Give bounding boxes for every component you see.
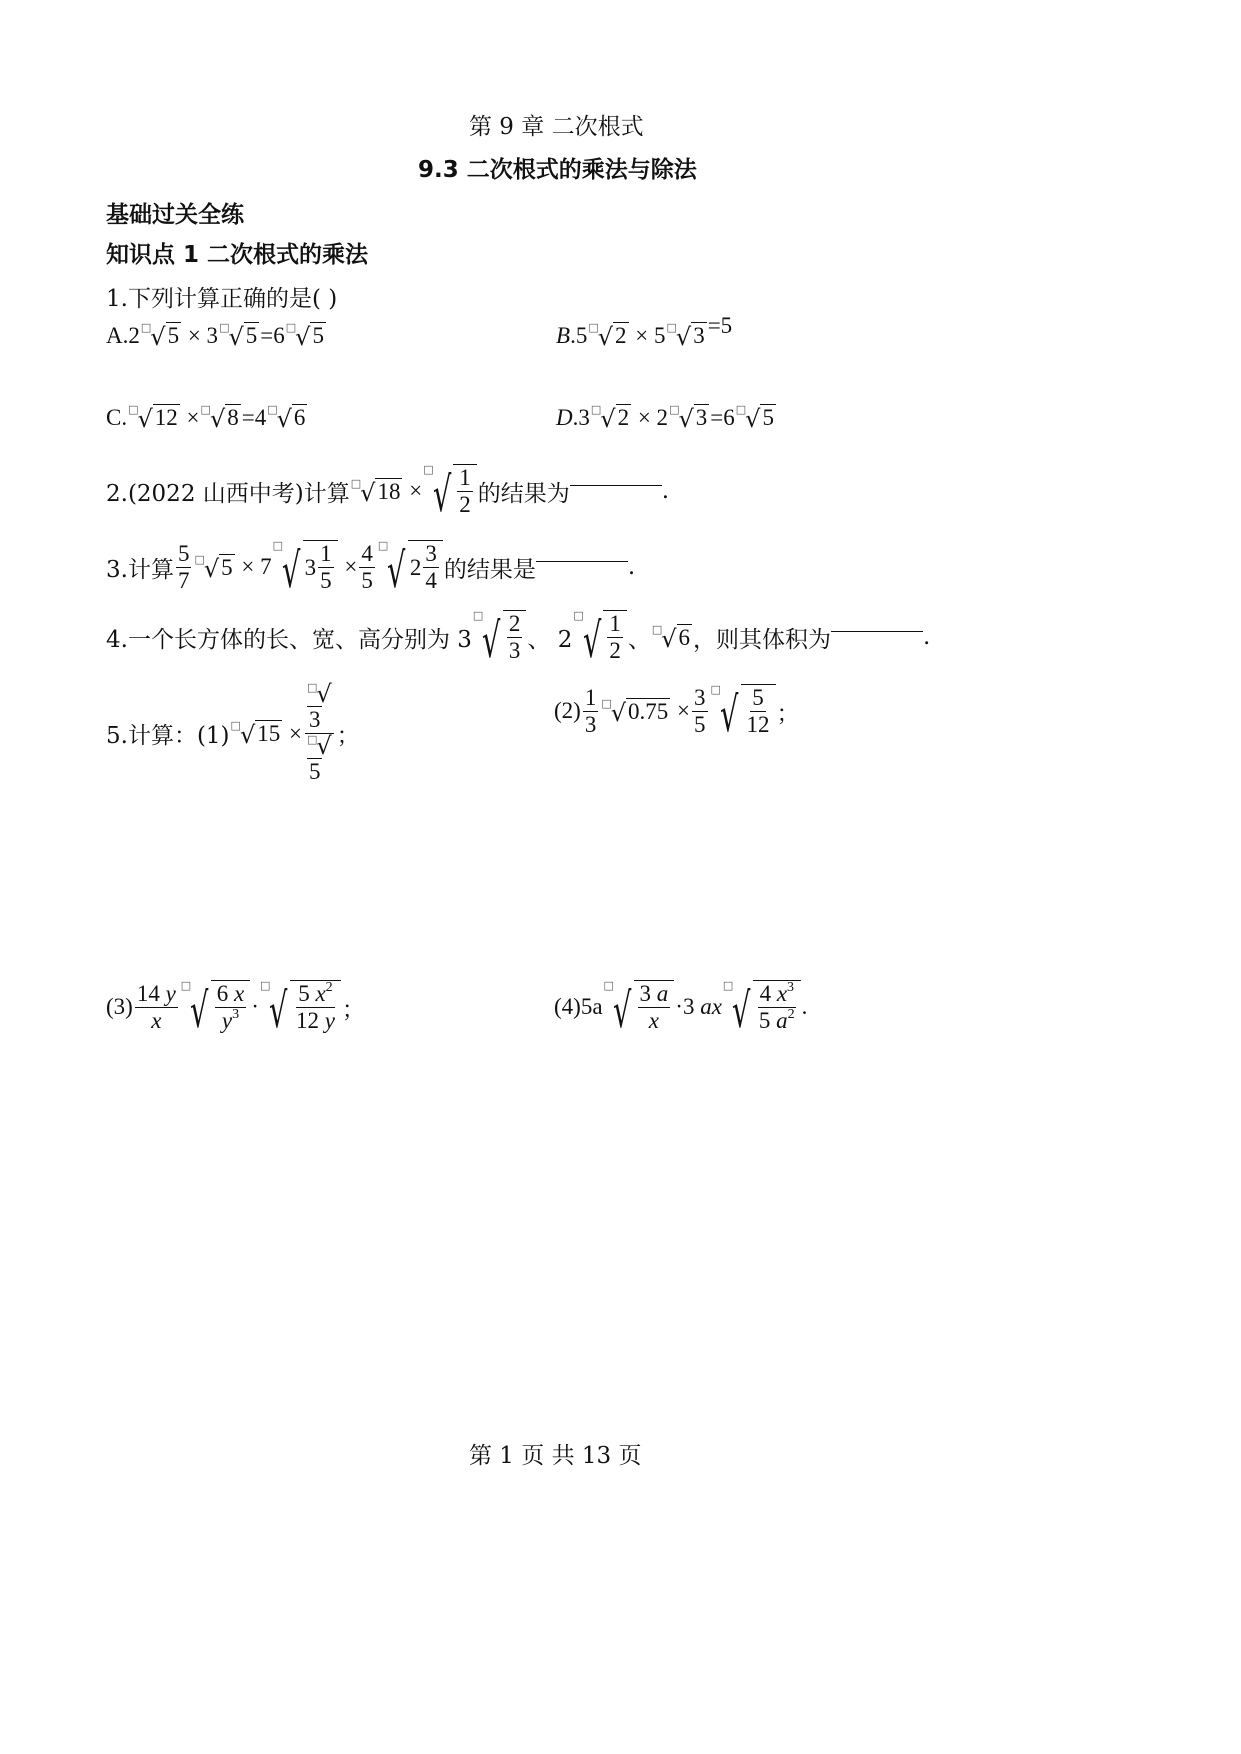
radical: □ √ 5: [219, 321, 258, 351]
period: .: [801, 994, 808, 1020]
question-5-prefix: 5.计算：(1): [106, 723, 230, 750]
semicolon: ；: [776, 700, 800, 727]
option-a-label: A.2: [106, 322, 140, 348]
radical: □ √ 5: [194, 552, 233, 583]
question-3-prefix: 3.计算: [106, 556, 174, 583]
radical: □ √ $\frac{5 x^2}{12 y}$: [260, 980, 341, 1035]
question-5-part-3: (3) $\frac{14 y}{x}$ □ √ $\frac{6 x}{y^3}$ · □ √ $\frac{5 x^2}{12 y}$ ；: [106, 979, 365, 1039]
radical: □ √ 15: [230, 719, 281, 750]
radical: □ √ 18: [350, 476, 401, 507]
option-b: B .5 □ √ 2 × 5 □ √ 3 =5: [556, 312, 733, 351]
question-2: 2.(2022 山西中考)计算 □ √ 18 × □ √ $\frac{1}{2}$ 的结果为 .: [106, 463, 669, 523]
answer-blank[interactable]: [831, 631, 923, 632]
question-3-suffix: 的结果是: [443, 556, 536, 583]
radical: □ √ 5: [735, 403, 774, 433]
question-2-suffix: 的结果为: [477, 480, 570, 507]
radical: □ √ 6: [651, 622, 691, 653]
radical: □ √ 3: [666, 321, 705, 351]
chapter-title: 第 9 章 二次根式: [469, 114, 644, 140]
section-title: 9.3 二次根式的乘法与除法: [418, 157, 697, 183]
option-d: D .3 □ √ 2 × 2 □ √ 3 =6 □ √ 5: [556, 403, 774, 433]
semicolon: ；: [336, 723, 360, 750]
question-2-prefix: 2.(2022 山西中考)计算: [106, 480, 350, 507]
question-5-part-2: (2) $\frac{1}{3}$ □ √ 0.75 × $\frac{3}{5}$ □ √ $\frac{5}{12}$ ；: [554, 683, 800, 743]
question-4-sep1: 、 2: [527, 626, 573, 653]
radical: □ √ 5: [285, 321, 324, 351]
semicolon: ；: [341, 996, 365, 1023]
page-footer: 第 1 页 共 13 页: [469, 1443, 642, 1469]
question-4: [106, 609, 931, 669]
practice-heading: 基础过关全练: [106, 202, 244, 228]
question-3: 3.计算 $\frac{5}{7}$ □ √ 5 × 7 □ √ 3 $\frac{1}{5}$ × $\frac{4}{5}$ □ √ 2 $\frac{3}{4}$ 的结果是 .: [106, 539, 636, 599]
question-5-part-1: 5.计算：(1) □ √ 15 × □ √ 3 □ √ 5 ；: [106, 680, 360, 785]
option-b-label: B: [556, 322, 571, 348]
question-1-stem: 1.下列计算正确的是( ): [106, 286, 338, 312]
radical: □ √ 3 $\frac{1}{5}$: [273, 540, 338, 595]
answer-blank[interactable]: [536, 561, 628, 562]
radical: □ √ 3: [305, 682, 334, 734]
radical: □ √ $\frac{2}{3}$: [473, 610, 527, 665]
radical: □ √ 5: [306, 732, 332, 785]
radical: □ √ 12: [128, 403, 178, 433]
radical: □ √ 2: [590, 403, 630, 433]
question-3-end: .: [627, 554, 636, 581]
radical: □ √ $\frac{1}{2}$: [573, 610, 627, 665]
question-4-end: .: [923, 624, 931, 651]
radical: □ √ 3: [669, 403, 708, 433]
option-a: A.2 □ √ 5 × 3 □ √ 5 =6 □ √ 5: [106, 321, 324, 351]
question-2-end: .: [661, 478, 669, 505]
knowledge-heading: 知识点 1 二次根式的乘法: [106, 242, 369, 268]
radical: □ √ $\frac{4 x^3}{5 a^2}$: [723, 980, 801, 1035]
answer-blank[interactable]: [570, 485, 662, 486]
question-4-sep2: 、: [627, 626, 651, 653]
radical: □ √ 0.75: [601, 696, 669, 727]
radical: □ √ $\frac{6 x}{y^3}$: [181, 980, 250, 1035]
question-5-part-4: (4)5a □ √ $\frac{3 a}{x}$ ·3 ax □ √ $\frac{4 x^3}{5 a^2}$ .: [554, 979, 808, 1039]
radical: □ √ 6: [267, 403, 306, 433]
question-4-suffix: ，则其体积为: [693, 626, 832, 653]
radical: □ √ 8: [200, 403, 239, 433]
option-c: C. □ √ 12 × □ √ 8 =4 □ √ 6: [106, 403, 306, 433]
radical: □ √ $\frac{1}{2}$: [423, 464, 477, 519]
radical: □ √ $\frac{5}{12}$: [711, 684, 776, 739]
radical: □ √ 2 $\frac{3}{4}$: [378, 540, 443, 595]
option-c-label: C.: [106, 404, 128, 430]
option-d-label: D: [556, 404, 573, 430]
question-4-prefix: 4.一个长方体的长、宽、高分别为 3: [106, 626, 472, 653]
part-2-label: (2): [554, 698, 581, 724]
radical: □ √ 5: [140, 321, 180, 351]
part-4-label: (4)5a: [554, 994, 603, 1020]
radical: □ √ $\frac{3 a}{x}$: [604, 980, 675, 1035]
radical: □ √ 2: [588, 321, 627, 351]
part-3-label: (3): [106, 994, 133, 1020]
